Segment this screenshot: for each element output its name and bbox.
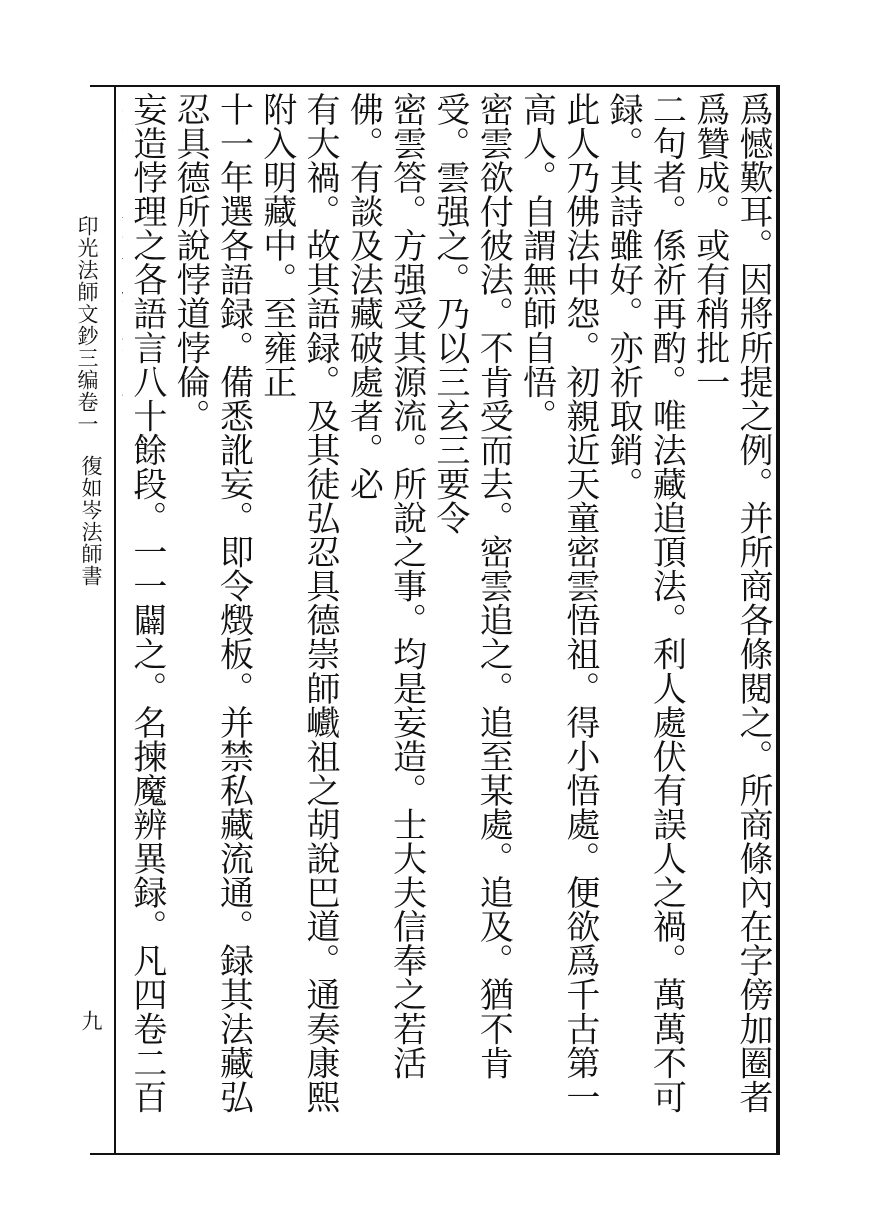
text-column-7: 十一年選各語録。備悉訛妄。即令燬板。并禁私藏流通。録其法藏弘忍具德所說悖道悖倫。	[170, 92, 254, 1114]
text-column-6: 有大禍。故其語録。及其徒弘忍具德崇師巇祖之胡說巴道。通奏康熙附入明藏中。至雍正	[256, 92, 341, 1114]
text-column-1: 爲憾歎耳。因將所提之例。并所商各條閱之。所商條內在字傍加圈者爲贊成。或有稍批一	[689, 92, 773, 1114]
text-column-2: 二句者。係祈再酌。唯法藏追頂法。利人處伏有誤人之禍。萬萬不可録。其詩雖好。亦祈取銷。	[603, 92, 687, 1114]
main-text-body	[122, 92, 774, 1144]
book-title: 印光法師文鈔三编卷一	[75, 215, 99, 435]
letter-title: 復如岑法師書	[79, 455, 103, 587]
text-column-5: 密雲答。方强受其源流。所說之事。均是妄造。士大夫信奉之若活佛。有談及法藏破處者。必	[343, 92, 427, 1080]
page-number: 九	[79, 1010, 103, 1032]
text-column-8: 妄造悖理之各語言八十餘段。一一闢之。名揀魔辨異録。凡四卷二百	[126, 92, 167, 1114]
text-column-3: 此人乃佛法中怨。初親近天童密雲悟祖。得小悟處。便欲爲千古第一高人。自謂無師自悟。	[516, 92, 600, 1114]
margin-rule	[114, 85, 116, 1155]
text-column-4: 密雲欲付彼法。不肯受而去。密雲追之。追至某處。追及。猶不肯受。雲强之。乃以三玄三要令	[429, 92, 514, 1080]
